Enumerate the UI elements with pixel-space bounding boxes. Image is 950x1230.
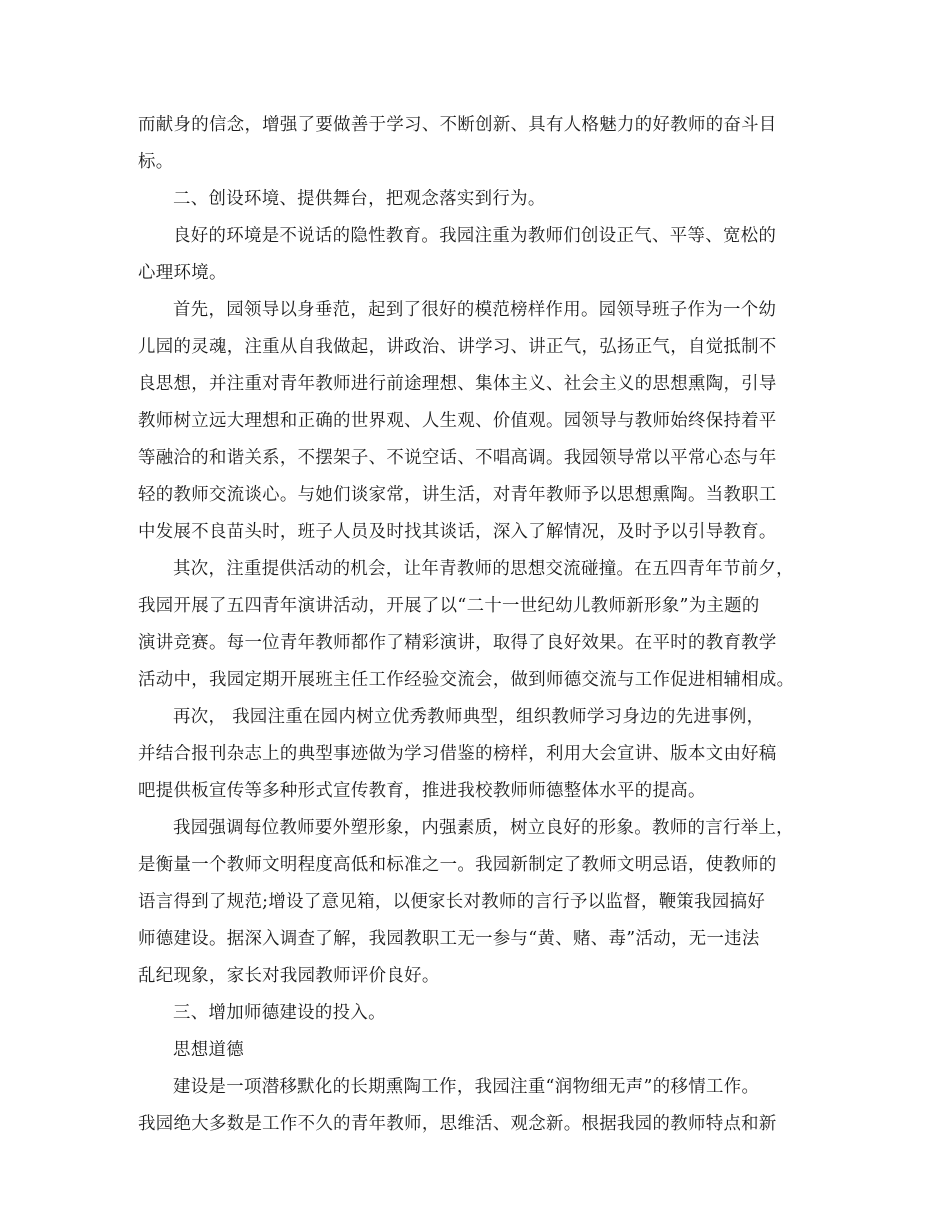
text-line: 其次，注重提供活动的机会，让年青教师的思想交流碰撞。在五四青年节前夕， <box>173 559 794 579</box>
text-line: 语言得到了规范;增设了意见箱，以便家长对教师的言行予以监督，鞭策我园搞好 <box>138 892 766 912</box>
text-line: 我园开展了五四青年演讲活动，开展了以“二十一世纪幼儿教师新形象”为主题的 <box>138 596 760 616</box>
text-line: 而献身的信念，增强了要做善于学习、不断创新、具有人格魅力的好教师的奋斗目 <box>138 115 777 135</box>
text-line: 中发展不良苗头时，班子人员及时找其谈话，深入了解情况，及时予以引导教育。 <box>138 522 777 542</box>
section-heading: 三、增加师德建设的投入。 <box>173 1003 386 1023</box>
section-heading: 二、创设环境、提供舞台，把观念落实到行为。 <box>173 189 546 209</box>
text-line: 心理环境。 <box>138 263 227 283</box>
text-line: 我园绝大多数是工作不久的青年教师，思维活、观念新。根据我园的教师特点和新 <box>138 1114 777 1134</box>
text-line: 良好的环境是不说话的隐性教育。我园注重为教师们创设正气、平等、宽松的 <box>173 226 777 246</box>
text-line: 并结合报刊杂志上的典型事迹做为学习借鉴的榜样，利用大会宣讲、版本文由好稿 <box>138 744 777 764</box>
text-line: 首先，园领导以身垂范，起到了很好的模范榜样作用。园领导班子作为一个幼 <box>173 300 777 320</box>
text-line: 轻的教师交流谈心。与她们谈家常，讲生活，对青年教师予以思想熏陶。当教职工 <box>138 485 777 505</box>
text-line: 等融洽的和谐关系，不摆架子、不说空话、不唱高调。我园领导常以平常心态与年 <box>138 448 777 468</box>
text-line: 演讲竞赛。每一位青年教师都作了精彩演讲，取得了良好效果。在平时的教育教学 <box>138 633 777 653</box>
text-line: 我园强调每位教师要外塑形象，内强素质，树立良好的形象。教师的言行举上， <box>173 818 794 838</box>
text-line: 儿园的灵魂，注重从自我做起，讲政治、讲学习、讲正气，弘扬正气，自觉抵制不 <box>138 337 777 357</box>
text-line: 思想道德 <box>173 1040 244 1060</box>
text-line: 活动中，我园定期开展班主任工作经验交流会，做到师德交流与工作促进相辅相成。 <box>138 670 795 690</box>
text-line: 标。 <box>138 152 174 172</box>
text-line: 是衡量一个教师文明程度高低和标准之一。我园新制定了教师文明忌语，使教师的 <box>138 855 777 875</box>
text-line: 再次， 我园注重在园内树立优秀教师典型，组织教师学习身边的先进事例， <box>173 707 765 727</box>
text-line: 师德建设。据深入调查了解，我园教职工无一参与“黄、赌、毒”活动，无一违法 <box>138 929 760 949</box>
text-line: 吧提供板宣传等多种形式宣传教育，推进我校教师师德整体水平的提高。 <box>138 781 706 801</box>
text-line: 良思想，并注重对青年教师进行前途理想、集体主义、社会主义的思想熏陶，引导 <box>138 374 777 394</box>
text-line: 乱纪现象，家长对我园教师评价良好。 <box>138 966 440 986</box>
text-line: 教师树立远大理想和正确的世界观、人生观、价值观。园领导与教师始终保持着平 <box>138 411 777 431</box>
text-line: 建设是一项潜移默化的长期熏陶工作，我园注重“润物细无声”的移情工作。 <box>173 1077 760 1097</box>
